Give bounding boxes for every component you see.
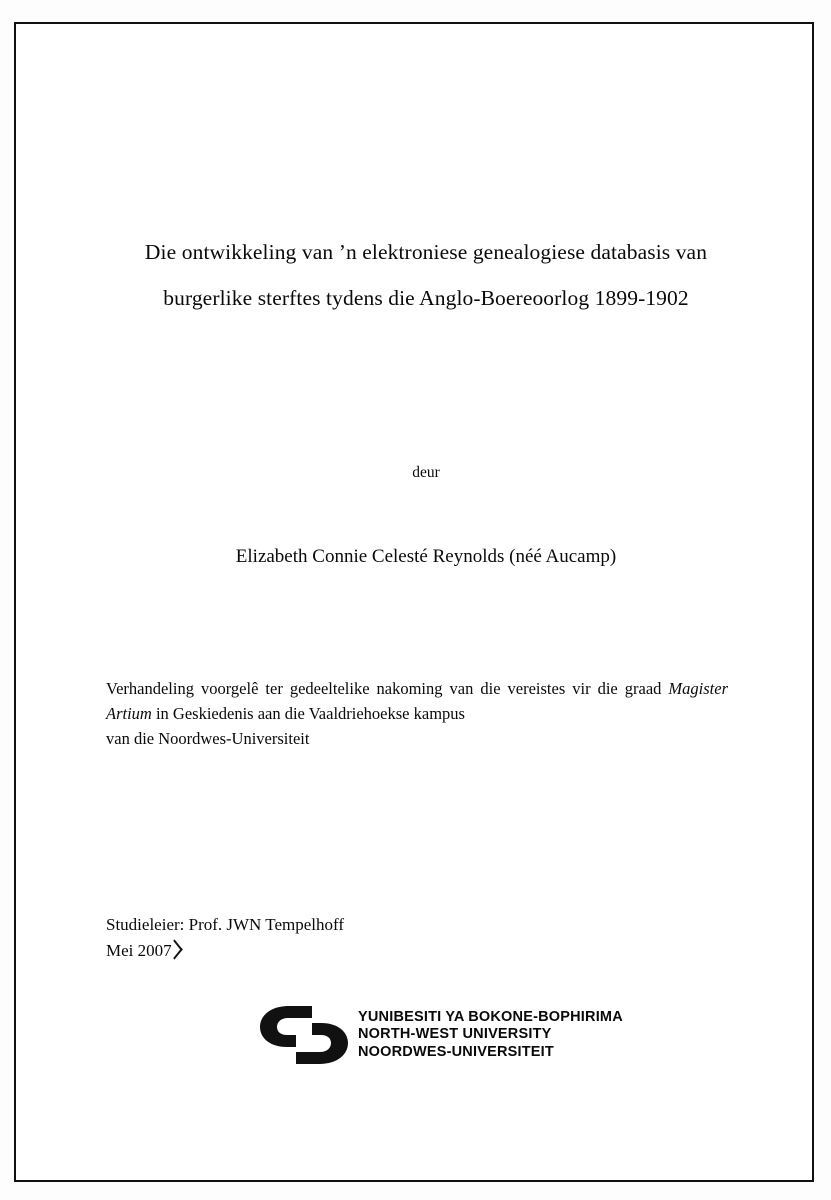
logo-text-line-2: NORTH-WEST UNIVERSITY xyxy=(358,1026,552,1043)
thesis-title xyxy=(106,229,746,321)
date-line: Mei 2007 xyxy=(106,938,172,964)
degree-statement-body xyxy=(106,676,728,726)
logo-text-line-1: YUNIBESITI YA BOKONE-BOPHIRIMA xyxy=(358,1008,623,1025)
supervisor-line: Studieleier: Prof. JWN Tempelhoff xyxy=(106,915,345,934)
degree-statement-part2: in Geskiedenis aan die Vaaldriehoekse kampus xyxy=(151,704,465,723)
degree-statement-line3: van die Noordwes-Universiteit xyxy=(106,729,310,748)
page-content xyxy=(106,84,746,1144)
degree-statement xyxy=(106,676,728,751)
title-line-1: Die ontwikkeling van ’n elektroniese genealogiese databasis van xyxy=(144,240,708,264)
logo-text-line-3: NOORDWES-UNIVERSITEIT xyxy=(358,1043,554,1060)
nwu-emblem-icon xyxy=(256,1002,352,1068)
supervisor-block xyxy=(106,912,746,964)
logo-text-block xyxy=(358,1009,623,1062)
by-word: deur xyxy=(412,464,440,481)
page-border xyxy=(14,22,814,1182)
degree-statement-part1: Verhandeling voorgelê ter gedeeltelike nakoming van die vereistes vir die graad xyxy=(106,679,669,698)
degree-name: Magister Artium xyxy=(106,679,728,723)
university-logo xyxy=(256,1002,623,1068)
title-line-2: burgerlike sterftes tydens die Anglo-Boereoorlog 1899-1902 xyxy=(163,286,689,310)
author-name: Elizabeth Connie Celesté Reynolds (néé Aucamp) xyxy=(235,546,617,567)
